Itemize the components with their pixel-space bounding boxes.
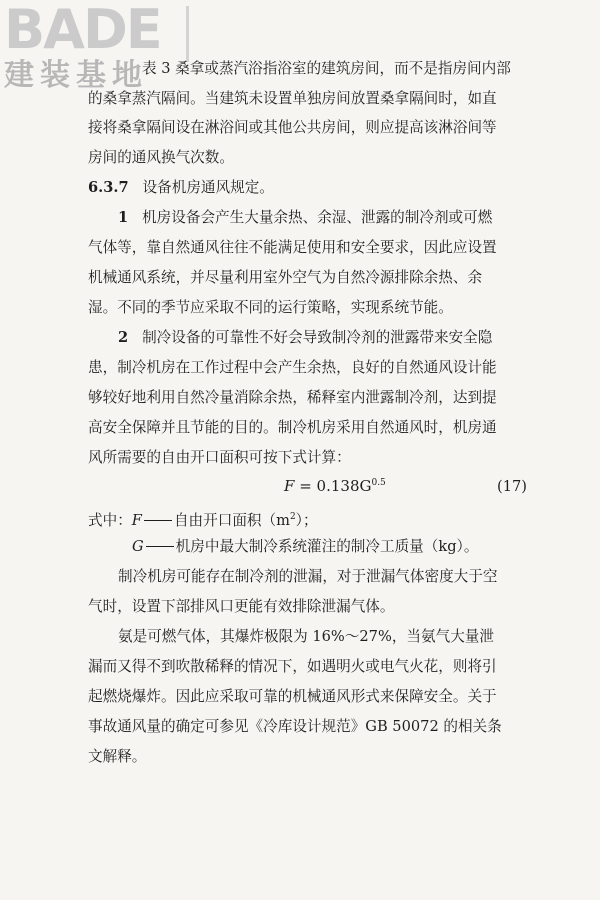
g-desc: 机房中最大制冷系统灌注的制冷工质量（kg）。: [175, 538, 479, 555]
item-1-line: [118, 208, 600, 228]
equation-17-tag: (17): [497, 478, 527, 495]
text-line: 起燃烧爆炸。因此应采取可靠的机械通风形式来保障安全。关于: [88, 688, 497, 705]
text-line: 的桑拿蒸汽隔间。当建筑未设置单独房间放置桑拿隔间时，如直: [88, 90, 497, 107]
text-line: 患，制冷机房在工作过程中会产生余热，良好的自然通风设计能: [88, 359, 497, 376]
f-close: ）；: [295, 512, 318, 529]
text-line: 高安全保障并且节能的目的。制冷机房采用自然通风时，机房通: [88, 419, 497, 436]
text-line: 接将桑拿隔间设在淋浴间或其他公共房间，则应提高该淋浴间等: [88, 119, 497, 136]
eq17-exp: 0.5: [371, 478, 386, 488]
item-1-number: 1: [118, 209, 129, 226]
item-2-line: [118, 328, 600, 348]
eq17-rhs: = 0.138G: [299, 477, 372, 495]
section-title: 设备机房通风规定。: [142, 179, 274, 196]
text-line: 房间的通风换气次数。: [88, 149, 234, 166]
text-line: 事故通风量的确定可参见《冷库设计规范》GB 50072 的相关条: [88, 718, 502, 735]
item-2-number: 2: [118, 329, 129, 346]
watermark-bar: [186, 6, 189, 62]
text-line: 气体等，靠自然通风往往不能满足使用和安全要求，因此应设置: [88, 239, 497, 256]
f-desc: 自由开口面积（m: [173, 512, 290, 529]
text-line: 制冷机房可能存在制冷剂的泄漏，对于泄漏气体密度大于空: [118, 568, 498, 585]
item-2-text: 制冷设备的可靠性不好会导致制冷剂的泄露带来安全隐: [142, 329, 493, 346]
watermark-sub: 建装基地: [4, 58, 148, 93]
text-line: 表 3 桑拿或蒸汽浴指浴室的建筑房间，而不是指房间内部: [142, 60, 511, 77]
symbol-f: F: [131, 512, 142, 529]
equation-17: [284, 477, 386, 495]
text-line: 机械通风系统，并尽量利用室外空气为自然冷源排除余热、余: [88, 269, 483, 286]
watermark-word: BADE: [4, 0, 161, 61]
where-17-f: [88, 507, 600, 531]
watermark-logo: [0, 0, 200, 98]
where-prefix: 式中：: [88, 512, 132, 529]
text-line: 气时，设置下部排风口更能有效排除泄漏气体。: [88, 598, 395, 615]
f-exp: 2: [289, 512, 296, 522]
text-line: 够较好地利用自然冷量消除余热，稀释室内泄露制冷剂，达到提: [88, 389, 497, 406]
where-17-g: [132, 537, 600, 557]
text-line: 风所需要的自由开口面积可按下式计算：: [88, 449, 351, 466]
section-number: 6.3.7: [88, 179, 129, 196]
section-heading: [88, 178, 600, 198]
eq17-lhs: F: [284, 477, 295, 495]
symbol-g: G: [132, 538, 144, 555]
dash: [146, 546, 174, 547]
text-line: 湿。不同的季节应采取不同的运行策略，实现系统节能。: [88, 299, 453, 316]
text-line: 氨是可燃气体，其爆炸极限为 16%～27%，当氨气大量泄: [118, 628, 494, 645]
text-line: 文解释。: [88, 748, 147, 765]
item-1-text: 机房设备会产生大量余热、余湿、泄露的制冷剂或可燃: [142, 209, 493, 226]
dash: [144, 520, 172, 521]
text-line: 漏而又得不到吹散稀释的情况下，如遇明火或电气火花，则将引: [88, 658, 497, 675]
